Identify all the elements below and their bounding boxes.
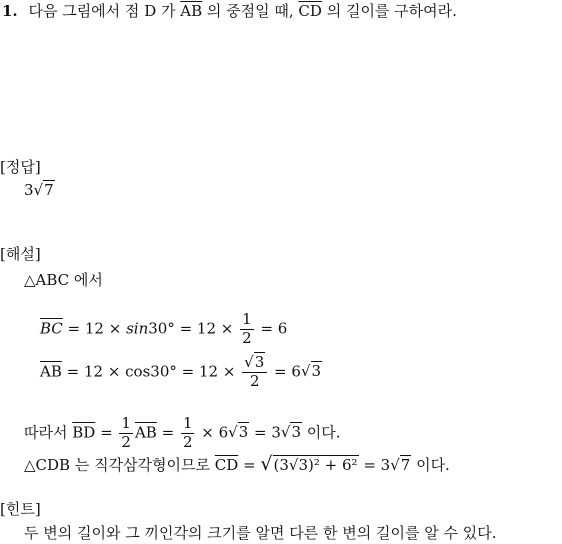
eq3-pre: 따라서 <box>24 423 73 442</box>
problem-text-2: 의 중점일 때, <box>202 2 299 20</box>
segment-ab: $\overline{AB}$ <box>180 2 203 20</box>
eq1-denominator: 2 <box>242 328 252 347</box>
eq4-big-radicand: (3√3)² + 6² <box>273 456 358 474</box>
problem-line <box>2 4 457 19</box>
eq3-numerator-1: 1 <box>121 414 131 432</box>
segment-bc: $\overline{BC}$ <box>40 319 63 338</box>
eq2-rhs-radicand: 3 <box>311 362 322 381</box>
segment-bd: $\overline{BD}$ <box>72 423 96 442</box>
eq4-mid: = 3 <box>358 456 391 474</box>
equation-cd <box>24 455 450 474</box>
eq1-mid1: = 12 × <box>62 319 127 338</box>
problem-text-3: 의 길이를 구하여라. <box>321 2 457 20</box>
problem-text-1: 다음 그림에서 점 D 가 <box>28 2 181 20</box>
hint-label: [힌트] <box>0 500 41 518</box>
hint-text: 두 변의 길이와 그 끼인각의 크기를 알면 다른 한 변의 길이를 알 수 있다. <box>24 524 497 542</box>
eq3-fraction-2 <box>181 416 195 451</box>
answer-coef: 3 <box>24 181 34 199</box>
eq3-numerator-2: 1 <box>182 414 193 432</box>
segment-ab-eq2: $\overline{AB}$ <box>40 362 62 381</box>
eq2-denominator: 2 <box>249 371 260 390</box>
eq2-numerator: √3 <box>242 355 267 373</box>
eq1-fraction <box>240 312 254 347</box>
eq2-num-radicand: 3 <box>254 353 265 371</box>
segment-cd-eq4: $\overline{CD}$ <box>214 456 239 474</box>
eq3-eq2: = <box>156 423 179 442</box>
eq3-eq: = <box>95 423 118 442</box>
eq3-radicand-2: 3 <box>291 423 302 442</box>
eq3-radicand-1: 3 <box>238 423 249 442</box>
eq3-denominator-1: 2 <box>121 432 131 451</box>
eq3-mid: × 6 <box>196 423 229 442</box>
eq3-fraction-1 <box>119 416 133 451</box>
answer-label: [정답] <box>0 158 41 176</box>
eq2-fraction <box>242 355 267 390</box>
answer-radicand: 7 <box>44 181 54 199</box>
eq1-sin: sin <box>126 319 149 338</box>
segment-cd: $\overline{CD}$ <box>298 2 322 20</box>
eq3-mid2: = 3 <box>249 423 281 442</box>
eq2-rhs-pre: = 6 <box>269 362 301 381</box>
eq4-eq: = <box>238 456 261 474</box>
eq3-denominator-2: 2 <box>182 432 193 451</box>
eq3-sqrt-1: √3 <box>228 423 249 442</box>
eq4-big-sqrt: √(3√3)² + 6² <box>260 453 358 475</box>
triangle-line: △ABC 에서 <box>24 271 103 289</box>
eq4-pre: △CDB 는 직각삼각형이므로 <box>24 456 215 474</box>
eq4-sqrt: √7 <box>390 456 411 474</box>
eq1-mid2: 30° = 12 × <box>148 319 239 338</box>
equation-ab <box>40 355 322 390</box>
eq3-post: 이다. <box>302 423 341 442</box>
eq1-rhs: = 6 <box>255 319 288 338</box>
answer-value <box>24 183 55 198</box>
answer-sqrt: √7 <box>33 181 54 199</box>
problem-number: 1. <box>2 2 18 20</box>
eq1-numerator: 1 <box>242 310 252 328</box>
eq4-radicand: 7 <box>400 456 411 474</box>
equation-bc <box>40 312 287 347</box>
eq3-sqrt-2: √3 <box>280 423 302 442</box>
eq2-mid1: = 12 × cos30° = 12 × <box>61 362 241 381</box>
eq2-rhs-sqrt: √3 <box>300 362 322 381</box>
segment-ab-eq3: $\overline{AB}$ <box>134 423 157 442</box>
solution-label: [해설] <box>0 245 41 263</box>
eq4-post: 이다. <box>411 456 450 474</box>
equation-bd <box>24 416 341 451</box>
